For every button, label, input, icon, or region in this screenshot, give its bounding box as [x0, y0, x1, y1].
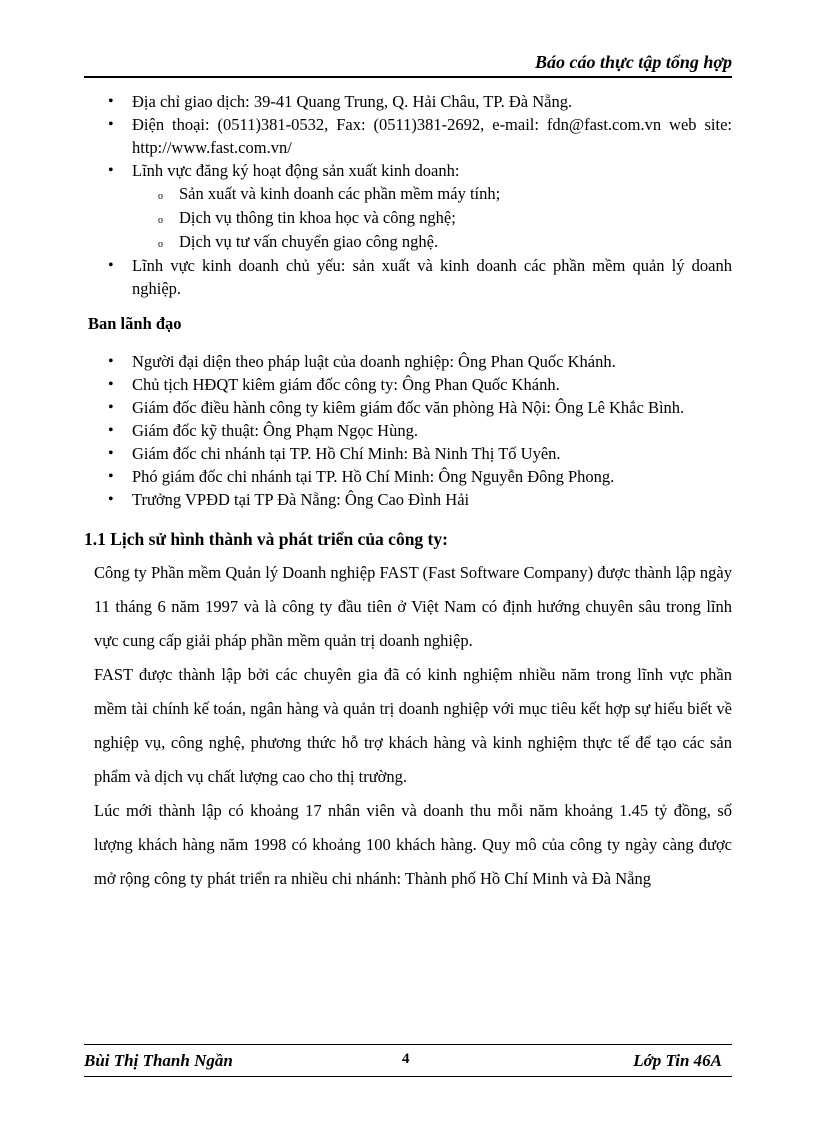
page-header: [84, 52, 732, 78]
circle-bullet-icon: o: [158, 215, 163, 226]
list-item: [84, 373, 732, 396]
bullet-icon: •: [108, 116, 114, 133]
footer-author: Bùi Thị Thanh Ngần: [84, 1051, 233, 1070]
list-item: [84, 488, 732, 511]
circle-bullet-icon: o: [158, 239, 163, 250]
list-item: [84, 465, 732, 488]
history-paragraph-3: Lúc mới thành lập có khoảng 17 nhân viên và doanh thu mỗi năm khoảng 1.45 tỷ đồng, số lượng khách hàng năm 1998 có khoảng 100 khách hàng. Quy mô của công ty ngày càng được mở rộng công ty phát triển ra nhiều chi nhánh: Thành phố Hồ Chí Minh và Đà Nẵng: [94, 801, 732, 888]
circle-bullet-icon: o: [158, 191, 163, 202]
list-item-text: Giám đốc điều hành công ty kiêm giám đốc văn phòng Hà Nội: Ông Lê Khắc Bình.: [132, 398, 685, 417]
history-paragraph-2: FAST được thành lập bởi các chuyên gia đã có kinh nghiệm nhiều năm trong lĩnh vực phần mềm tài chính kế toán, ngân hàng và quản trị doanh nghiệp với mục tiêu kết hợp sự hiểu biết về nghiệp vụ, công nghệ, phương thức hỗ trợ khách hàng và kinh nghiệm thực tế để tạo các sản phẩm và dịch vụ chất lượng cao cho thị trường.: [94, 665, 732, 786]
bullet-icon: •: [108, 376, 114, 393]
footer-divider: [84, 1076, 732, 1077]
list-item-text: Dịch vụ tư vấn chuyển giao công nghệ.: [179, 232, 439, 251]
page-number: 4: [402, 1051, 410, 1067]
registered-field-label: Lĩnh vực đăng ký hoạt động sản xuất kinh doanh:: [132, 161, 460, 180]
list-item-text: Phó giám đốc chi nhánh tại TP. Hồ Chí Minh: Ông Nguyễn Đông Phong.: [132, 467, 615, 486]
list-item: [84, 350, 732, 373]
list-item-text: Chủ tịch HĐQT kiêm giám đốc công ty: Ông Phan Quốc Khánh.: [132, 375, 560, 394]
list-item-text: Trưởng VPĐD tại TP Đà Nẵng: Ông Cao Đình Hải: [132, 490, 470, 509]
page-content: [84, 90, 732, 896]
bullet-icon: •: [108, 162, 114, 179]
main-field-text: Lĩnh vực kinh doanh chủ yếu: sản xuất và kinh doanh các phần mềm quản lý doanh nghiệp.: [132, 256, 732, 298]
contact-list: [84, 90, 732, 182]
list-item: [84, 419, 732, 442]
list-item-text: Sản xuất và kinh doanh các phần mềm máy tính;: [179, 184, 501, 203]
leadership-list: [84, 350, 732, 511]
list-item: [84, 182, 732, 206]
history-paragraph-1: Công ty Phần mềm Quản lý Doanh nghiệp FAST (Fast Software Company) được thành lập ngày 11 tháng 6 năm 1997 và là công ty đầu tiên ở Việt Nam có định hướng chuyên sâu trong lĩnh vực cung cấp giải pháp phần mềm quản trị doanh nghiệp.: [94, 563, 732, 650]
list-item-text: Giám đốc kỹ thuật: Ông Phạm Ngọc Hùng.: [132, 421, 418, 440]
bullet-icon: •: [108, 399, 114, 416]
list-item-text: Giám đốc chi nhánh tại TP. Hồ Chí Minh: Bà Ninh Thị Tố Uyên.: [132, 444, 561, 463]
bullet-icon: •: [108, 257, 114, 274]
list-item: [84, 254, 732, 300]
main-field-list: [84, 254, 732, 300]
address-text: Địa chỉ giao dịch: 39-41 Quang Trung, Q. Hải Châu, TP. Đà Nẵng.: [132, 92, 573, 111]
registered-fields-list: [84, 182, 732, 254]
list-item: [84, 396, 732, 419]
section-heading: 1.1 Lịch sử hình thành và phát triển của công ty:: [84, 529, 448, 549]
bullet-icon: •: [108, 468, 114, 485]
bullet-icon: •: [108, 422, 114, 439]
bullet-icon: •: [108, 445, 114, 462]
list-item: [84, 113, 732, 159]
list-item-text: Dịch vụ thông tin khoa học và công nghệ;: [179, 208, 456, 227]
list-item: [84, 90, 732, 113]
bullet-icon: •: [108, 93, 114, 110]
leadership-label: Ban lãnh đạo: [88, 314, 182, 333]
list-item-text: Người đại diện theo pháp luật của doanh nghiệp: Ông Phan Quốc Khánh.: [132, 352, 616, 371]
list-item: [84, 442, 732, 465]
list-item: [84, 206, 732, 230]
bullet-icon: •: [108, 353, 114, 370]
page-footer: [84, 1044, 732, 1071]
list-item: [84, 159, 732, 182]
bullet-icon: •: [108, 491, 114, 508]
header-title: Báo cáo thực tập tổng hợp: [535, 52, 732, 72]
phone-text: Điện thoại: (0511)381-0532, Fax: (0511)381-2692, e-mail: fdn@fast.com.vn web site: http://www.fast.com.vn/: [132, 115, 732, 157]
footer-class: Lớp Tin 46A: [633, 1051, 722, 1070]
list-item: [84, 230, 732, 254]
